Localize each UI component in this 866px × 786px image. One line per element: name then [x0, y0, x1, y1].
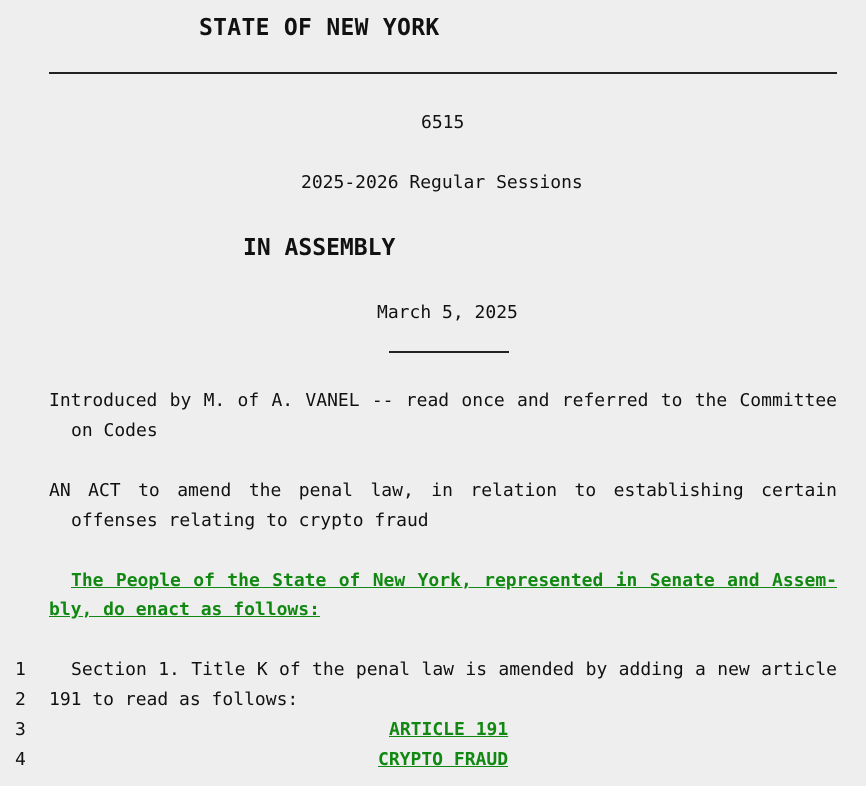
act-title-line-1: AN ACT to amend the penal law, in relation to establishing certain	[49, 480, 837, 501]
body-line-continuation: 191 to read as follows:	[49, 689, 299, 710]
header-divider	[49, 72, 837, 74]
introduction-date: March 5, 2025	[377, 302, 518, 323]
session-label: 2025-2026 Regular Sessions	[301, 172, 583, 193]
chamber-heading: IN ASSEMBLY	[243, 235, 396, 261]
date-divider	[389, 351, 509, 353]
introduction-line-2: on Codes	[71, 420, 158, 441]
line-number: 2	[15, 689, 26, 710]
line-number: 1	[15, 659, 26, 680]
state-title: STATE OF NEW YORK	[199, 15, 440, 41]
introduction-line-1: Introduced by M. of A. VANEL -- read once and referred to the Committee	[49, 390, 837, 411]
line-number: 4	[15, 749, 26, 770]
enacting-clause-line-1: The People of the State of New York, represented in Senate and Assem-	[71, 570, 837, 591]
bill-number: 6515	[421, 112, 465, 133]
act-title-line-2: offenses relating to crypto fraud	[71, 510, 429, 531]
enacting-clause-line-2: bly, do enact as follows:	[49, 599, 320, 620]
article-title: CRYPTO FRAUD	[378, 749, 509, 770]
line-number: 3	[15, 719, 26, 740]
body-line-section-1: Section 1. Title K of the penal law is amended by adding a new article	[71, 659, 837, 680]
article-heading: ARTICLE 191	[389, 719, 509, 740]
